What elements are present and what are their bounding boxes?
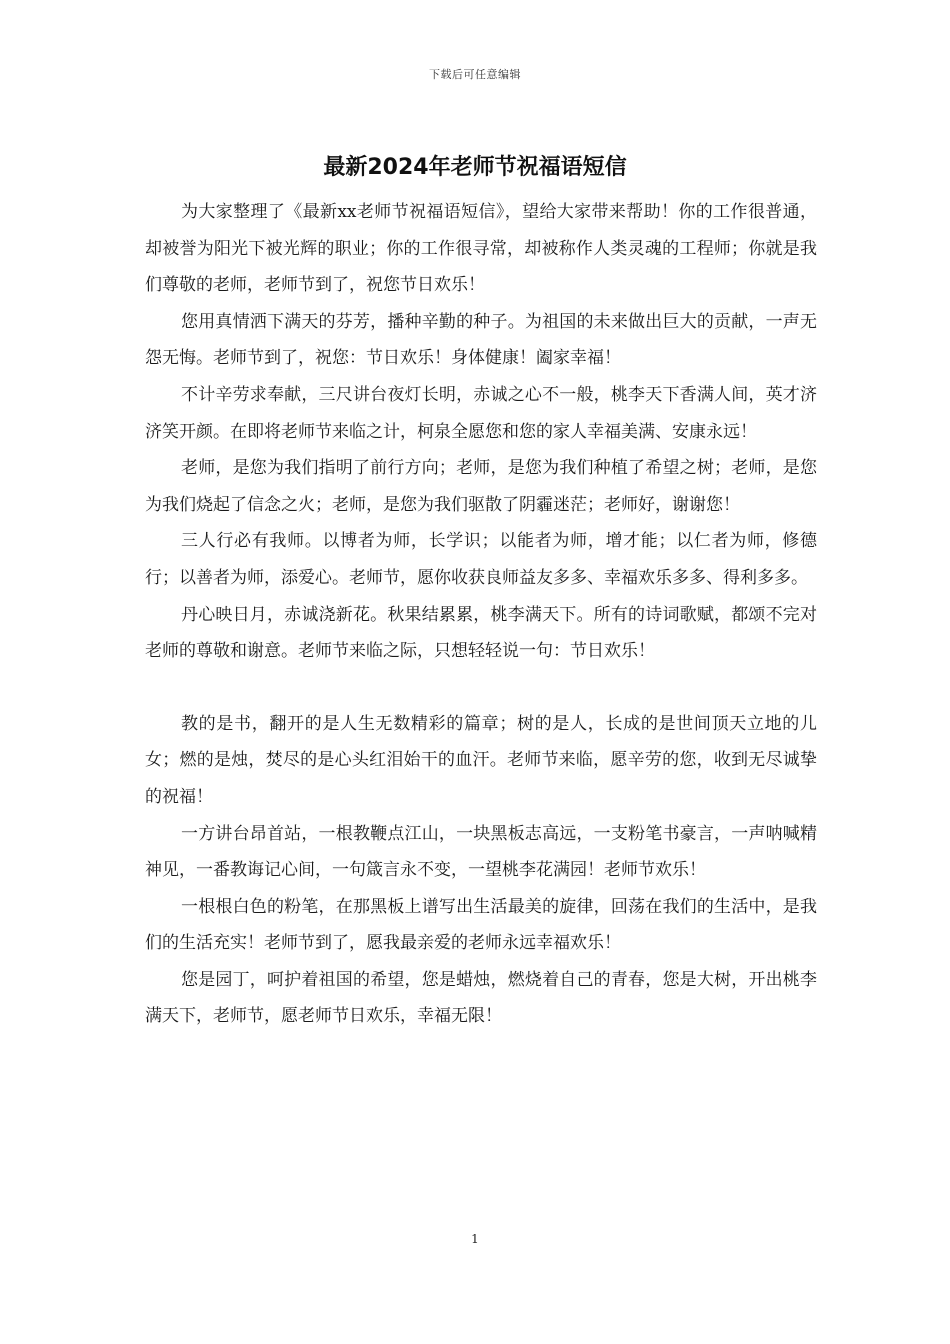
paragraph: 不计辛劳求奉献，三尺讲台夜灯长明，赤诚之心不一般，桃李天下香满人间，英才济济笑开颜。在即将老师节来临之计，柯泉全愿您和您的家人幸福美满、安康永远！	[145, 384, 817, 442]
document-body	[145, 194, 817, 1035]
paragraph: 一方讲台昂首站，一根教鞭点江山，一块黑板志高远，一支粉笔书豪言，一声呐喊精神见，一番教诲记心间，一句箴言永不变，一望桃李花满园！老师节欢乐！	[145, 823, 817, 881]
paragraph: 为大家整理了《最新xx老师节祝福语短信》，望给大家带来帮助！你的工作很普通，却被誉为阳光下被光辉的职业；你的工作很寻常，却被称作人类灵魂的工程师；你就是我们尊敬的老师，老师节到了，祝您节日欢乐！	[145, 202, 817, 296]
page-number: 1	[471, 1232, 479, 1246]
paragraph: 您用真情洒下满天的芬芳，播种辛勤的种子。为祖国的未来做出巨大的贡献，一声无怨无悔。老师节到了，祝您：节日欢乐！身体健康！阖家幸福！	[145, 311, 817, 369]
paragraph: 教的是书，翻开的是人生无数精彩的篇章；树的是人，长成的是世间顶天立地的儿女；燃的是烛，焚尽的是心头红泪始干的血汗。老师节来临，愿辛劳的您，收到无尽诚挚的祝福！	[145, 713, 817, 807]
blank-line	[145, 670, 817, 706]
paragraph: 一根根白色的粉笔，在那黑板上谱写出生活最美的旋律，回荡在我们的生活中，是我们的生活充实！老师节到了，愿我最亲爱的老师永远幸福欢乐！	[145, 896, 817, 954]
paragraph: 您是园丁，呵护着祖国的希望，您是蜡烛，燃烧着自己的青春，您是大树，开出桃李满天下，老师节，愿老师节日欢乐，幸福无限！	[145, 969, 817, 1027]
document-title: 最新2024年老师节祝福语短信	[323, 155, 627, 180]
paragraph: 三人行必有我师。以博者为师，长学识；以能者为师，增才能；以仁者为师，修德行；以善者为师，添爱心。老师节，愿你收获良师益友多多、幸福欢乐多多、得利多多。	[145, 531, 817, 588]
paragraph: 老师，是您为我们指明了前行方向；老师，是您为我们种植了希望之树；老师，是您为我们烧起了信念之火；老师，是您为我们驱散了阴霾迷茫；老师好，谢谢您！	[145, 458, 817, 515]
paragraph: 丹心映日月，赤诚浇新花。秋果结累累，桃李满天下。所有的诗词歌赋，都颂不完对老师的尊敬和谢意。老师节来临之际，只想轻轻说一句：节日欢乐！	[145, 604, 817, 662]
page-header-note: 下载后可任意编辑	[429, 68, 521, 81]
